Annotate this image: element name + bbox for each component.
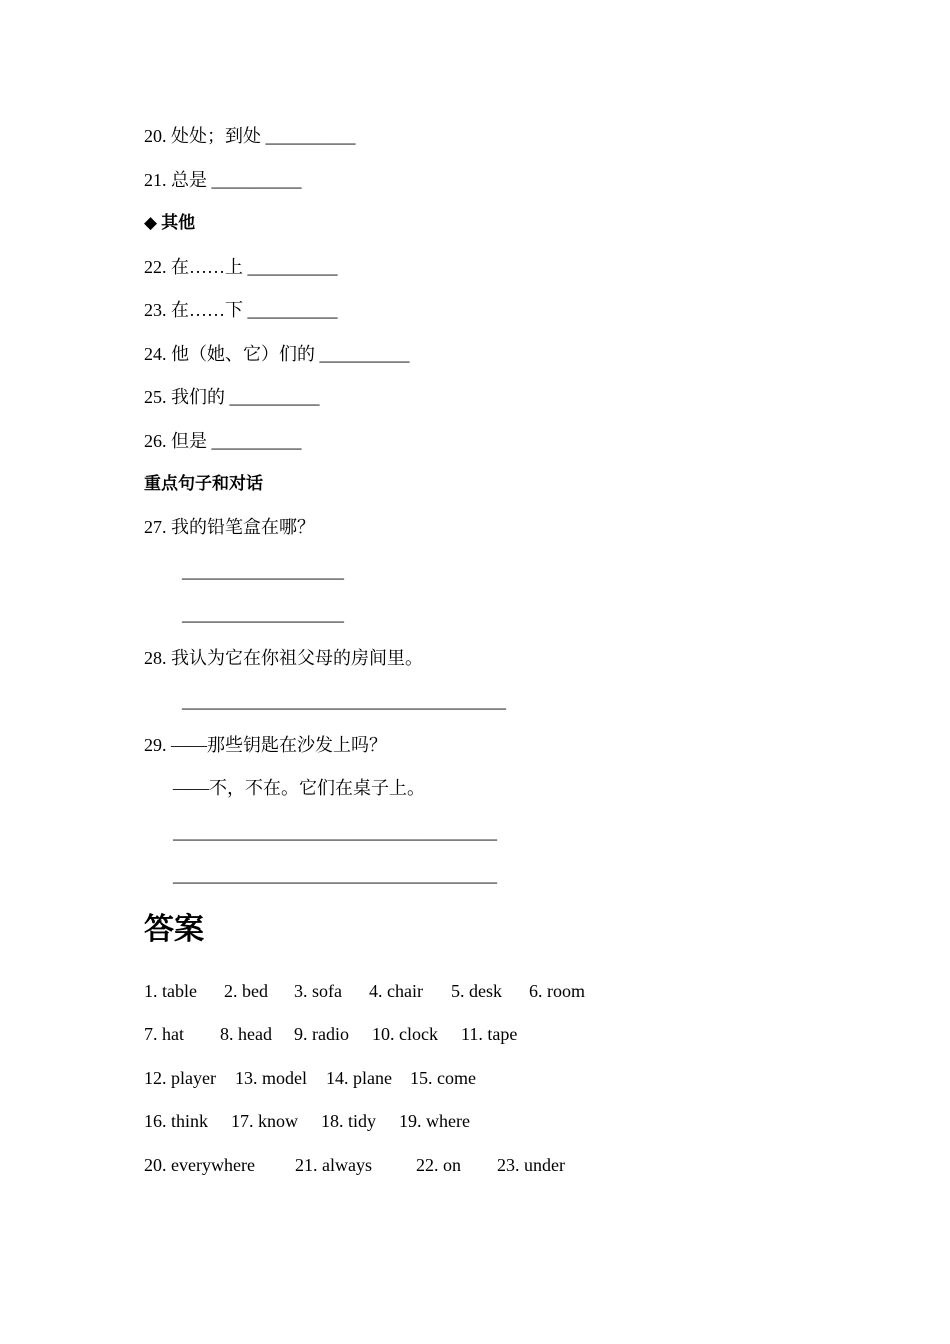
- answer-19: 19. where: [399, 1111, 470, 1131]
- question-29-line-1: 29. ——那些钥匙在沙发上吗？: [144, 735, 387, 755]
- item-21: 21. 总是 __________: [144, 170, 302, 190]
- item-25: 25. 我们的 __________: [144, 387, 320, 407]
- answer-11: 11. tape: [461, 1024, 518, 1044]
- answer-blank-29-2: ____________________________________: [173, 865, 497, 885]
- item-24: 24. 他（她、它）们的 __________: [144, 344, 410, 364]
- question-27: 27. 我的铅笔盒在哪？: [144, 517, 315, 537]
- answer-blank-29-1: ____________________________________: [173, 822, 497, 842]
- answer-5: 5. desk: [451, 981, 502, 1001]
- answer-23: 23. under: [497, 1155, 565, 1175]
- answer-17: 17. know: [231, 1111, 298, 1131]
- answer-blank-27-1: __________________: [182, 561, 344, 581]
- answer-16: 16. think: [144, 1111, 209, 1131]
- answer-1: 1. table: [144, 981, 197, 1001]
- answer-10: 10. clock: [372, 1024, 438, 1044]
- answer-14: 14. plane: [326, 1068, 392, 1088]
- answer-21: 21. always: [295, 1155, 372, 1175]
- answer-15: 15. come: [410, 1068, 476, 1088]
- answer-13: 13. model: [235, 1068, 307, 1088]
- answer-6: 6. room: [529, 981, 585, 1001]
- answer-blank-27-2: __________________: [182, 604, 344, 624]
- question-28: 28. 我认为它在你祖父母的房间里。: [144, 648, 423, 668]
- answer-9: 9. radio: [294, 1024, 349, 1044]
- answer-2: 2. bed: [224, 981, 268, 1001]
- section-sentences-title: 重点句子和对话: [144, 474, 263, 494]
- answer-blank-28: ____________________________________: [182, 691, 506, 711]
- answer-22: 22. on: [416, 1155, 461, 1175]
- item-22: 22. 在……上 __________: [144, 257, 338, 277]
- item-23: 23. 在……下 __________: [144, 300, 338, 320]
- answer-3: 3. sofa: [294, 981, 342, 1001]
- section-other: [144, 212, 195, 234]
- answer-4: 4. chair: [369, 981, 423, 1001]
- question-29-line-2: ——不，不在。它们在桌子上。: [173, 778, 425, 798]
- answer-8: 8. head: [220, 1024, 272, 1044]
- answer-7: 7. hat: [144, 1024, 184, 1044]
- diamond-icon: ◆: [144, 213, 158, 233]
- answer-18: 18. tidy: [321, 1111, 377, 1131]
- answer-12: 12. player: [144, 1068, 216, 1088]
- section-other-title: 其他: [161, 213, 196, 233]
- item-20: 20. 处处；到处 __________: [144, 126, 356, 146]
- answers-heading: 答案: [144, 912, 204, 947]
- item-26: 26. 但是 __________: [144, 431, 302, 451]
- answer-20: 20. everywhere: [144, 1155, 255, 1175]
